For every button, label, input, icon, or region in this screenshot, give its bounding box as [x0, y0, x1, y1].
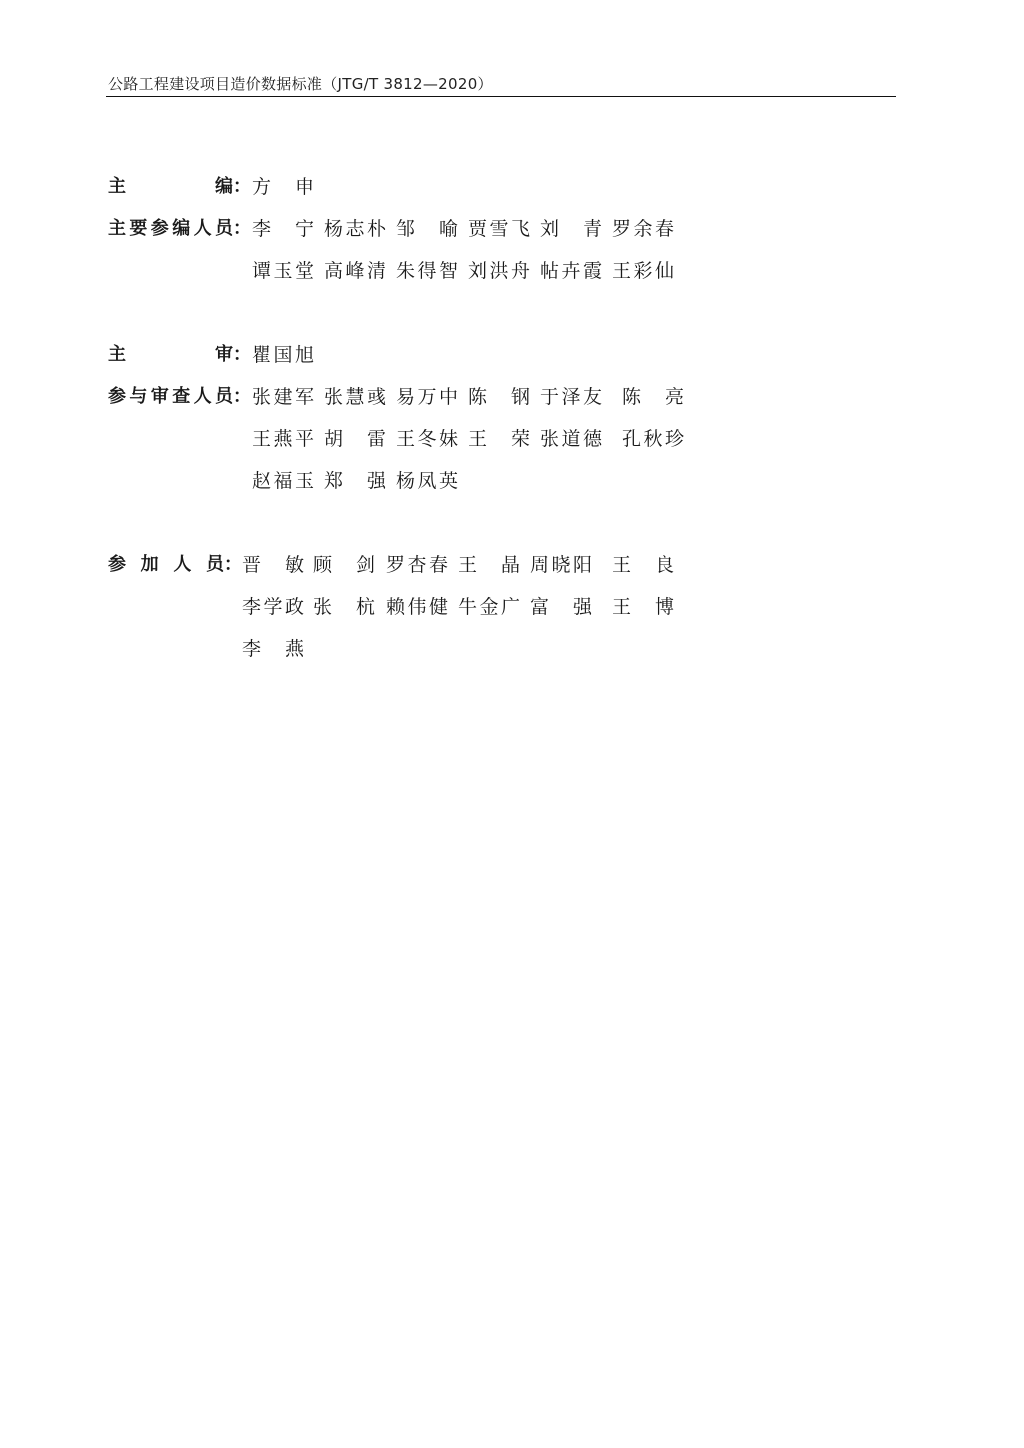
person-name: 高峰清 [324, 260, 386, 282]
colon: ： [233, 218, 251, 239]
reviewers-row-2 [0, 424, 1024, 454]
person-name: 顾 剑 [313, 554, 375, 576]
header-divider [106, 96, 896, 97]
participants-label [108, 550, 242, 580]
person-name: 杨志朴 [324, 218, 386, 240]
participants-row-1 [0, 550, 1024, 580]
main-editors-row-2 [0, 256, 1024, 286]
person-name: 晋 敏 [242, 554, 304, 576]
person-name: 富 强 [530, 596, 592, 618]
person-name: 刘洪舟 [468, 260, 530, 282]
main-editors-label-text: 主要参编人员 [108, 218, 233, 239]
participants-row-3 [0, 634, 1024, 664]
person-name: 王 晶 [458, 554, 520, 576]
person-name: 杨凤英 [396, 470, 458, 492]
person-name: 易万中 [396, 386, 458, 408]
person-name: 郑 强 [324, 470, 386, 492]
person-name: 帖卉霞 [540, 260, 602, 282]
colon: ： [224, 554, 242, 575]
person-name: 王 良 [612, 554, 674, 576]
person-name: 李学政 [242, 596, 304, 618]
person-name: 张 杭 [313, 596, 375, 618]
chief-reviewer-label-text: 主 审 [108, 344, 233, 365]
person-name: 邹 喻 [396, 218, 458, 240]
main-editors-row-1 [0, 214, 1024, 244]
chief-reviewer-row [0, 340, 1024, 370]
person-name: 瞿国旭 [252, 344, 314, 366]
person-name: 谭玉堂 [252, 260, 314, 282]
reviewers-row-1 [0, 382, 1024, 412]
person-name: 罗杏春 [386, 554, 448, 576]
colon: ： [233, 176, 251, 197]
person-name: 陈 钢 [468, 386, 530, 408]
person-name: 李 宁 [252, 218, 314, 240]
main-editors-label [108, 214, 251, 244]
person-name: 牛金广 [458, 596, 520, 618]
person-name: 王彩仙 [612, 260, 674, 282]
person-name: 朱得智 [396, 260, 458, 282]
person-name: 贾雪飞 [468, 218, 530, 240]
person-name: 王燕平 [252, 428, 314, 450]
person-name: 罗余春 [612, 218, 674, 240]
person-name: 方 申 [252, 176, 314, 198]
person-name: 陈 亮 [622, 386, 684, 408]
reviewers-label-text: 参与审查人员 [108, 386, 233, 407]
colon: ： [233, 386, 251, 407]
person-name: 赵福玉 [252, 470, 314, 492]
person-name: 王 博 [612, 596, 674, 618]
person-name: 张慧彧 [324, 386, 386, 408]
person-name: 于泽友 [540, 386, 602, 408]
person-name: 李 燕 [242, 638, 304, 660]
chief-reviewer-label [108, 340, 251, 370]
person-name: 张建军 [252, 386, 314, 408]
person-name: 周晓阳 [530, 554, 592, 576]
person-name: 胡 雷 [324, 428, 386, 450]
person-name: 刘 青 [540, 218, 602, 240]
colon: ： [233, 344, 251, 365]
editor-in-chief-row [0, 172, 1024, 202]
person-name: 赖伟健 [386, 596, 448, 618]
editor-in-chief-label-text: 主 编 [108, 176, 233, 197]
person-name: 孔秋珍 [622, 428, 684, 450]
reviewers-label [108, 382, 251, 412]
participants-row-2 [0, 592, 1024, 622]
person-name: 张道德 [540, 428, 602, 450]
editor-in-chief-label [108, 172, 251, 202]
reviewers-row-3 [0, 466, 1024, 496]
person-name: 王冬妹 [396, 428, 458, 450]
person-name: 王 荣 [468, 428, 530, 450]
participants-label-text: 参 加 人 员 [108, 554, 224, 575]
document-header-title: 公路工程建设项目造价数据标准（JTG/T 3812—2020） [108, 75, 493, 93]
